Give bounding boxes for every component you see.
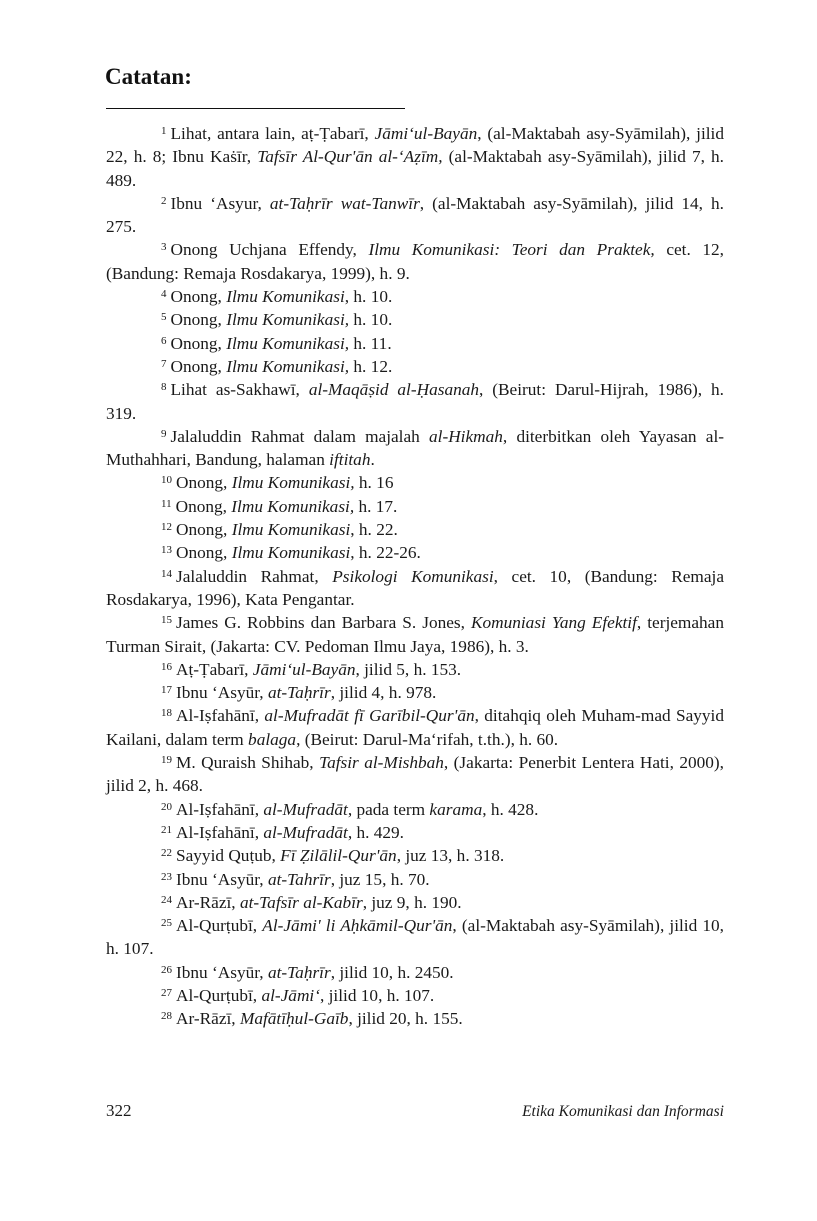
footnote-title: Tafsir al-Mishbah [319,753,444,773]
footnote-text: Aṭ-Ṭabarī, [176,659,253,679]
footnote-title: at-Taḥrīr [267,962,331,982]
footnote-title: Jāmi‘ul-Bayān [252,659,356,679]
footnote-text: Ibnu ‘Asyūr, [176,869,268,889]
footnote-text: , jilid 10, h. 107. [319,985,435,1005]
footnote-text: Sayyid Quṭub, [176,846,281,866]
footnote-number: 15 [161,614,172,627]
footnote-text: , ditahqiq oleh Muham-mad Sayyid Kailani, dalam term [106,706,724,749]
footnote-text: , h. 22. [350,520,398,540]
footnote-title: at-Tahrīr [267,869,331,889]
footnote-item [106,378,724,425]
footnote-title: Komuniasi Yang Efektif [470,613,637,633]
footnote-title: karama [429,799,483,819]
footnote-text: Ibnu ‘Asyūr, [176,683,268,703]
footnote-text: , h. 22-26. [350,543,421,563]
footnote-number: 9 [161,427,167,440]
running-title: Etika Komunikasi dan Informasi [522,1103,724,1120]
footnote-text: , (al-Maktabah asy-Syāmilah), jilid 14, h. 275. [106,193,724,237]
footnote-text: h. 10. [349,310,393,330]
footnote-title: Psikologi Komunikasi [332,566,494,586]
footnote-text: Ibnu ‘Asyūr, [176,962,268,982]
footnote-title: Tafsīr Al-Qur'ān al-‘Aẓīm, [257,147,443,167]
footnote-item [106,425,724,472]
footnote-text: Jalaluddin Rahmat, [176,566,333,586]
footnote-number: 12 [161,521,172,534]
footnote-title: Al-Jāmi' li Aḥkāmil-Qur'ān [262,916,453,936]
footnote-number: 11 [161,497,172,510]
footnote-text: , jilid 5, h. 153. [355,659,462,679]
footnote-text: Onong, [176,520,232,540]
footnote-number: 14 [161,567,172,580]
footnote-title: al-Maqāṣid al-Ḥasanah [308,380,480,400]
footnote-item [106,611,724,658]
footnote-item [106,821,724,844]
footnote-number: 19 [161,754,172,767]
footnote-title: Ilmu Komunikasi [231,543,351,563]
footnote-title: Ilmu Komunikasi [226,287,345,307]
footnote-text: , cet. 10, (Bandung: Remaja Rosdakarya, 1996), Kata Pengantar. [106,566,724,609]
footnote-text: h. 16 [354,473,394,493]
footnote-item [106,285,724,308]
footnote-text: M. Quraish Shihab, [176,753,320,773]
footnote-number: 21 [161,823,172,836]
footnote-item [106,868,724,891]
footnote-title: al-Hikmah [429,426,503,446]
footnote-text: James G. Robbins dan Barbara S. Jones, [176,613,471,633]
footnote-title: balaga [248,729,297,749]
footnote-title: Ilmu Komunikasi, [226,310,350,330]
footnote-number: 22 [161,847,172,860]
footnote-text: , h. 429. [347,822,404,842]
footnote-text: Onong, [170,333,227,353]
footnote-text: , h. 428. [482,799,539,819]
footnote-number: 24 [161,893,172,906]
footnote-text: , juz 15, h. 70. [330,869,430,889]
footnote-item [106,565,724,612]
footnote-item [106,751,724,798]
footnote-text: , juz 9, h. 190. [362,892,462,912]
footnote-text: Onong, [176,543,232,563]
footnote-number: 16 [161,660,172,673]
footnote-item [106,471,724,494]
footnote-title: Jāmi‘ul-Bayān [374,124,478,143]
footnote-text: , h. 10. [344,287,393,307]
footnote-item [106,984,724,1007]
footnote-title: Fī Ẓilālil-Qur'ān [280,846,397,866]
footnote-title: Ilmu Komunikasi, [231,473,355,493]
footnote-text: , (al-Maktabah asy-Syāmilah), jilid 10, h. 107. [106,916,724,959]
footnote-item [106,332,724,355]
footnote-number: 18 [161,707,172,720]
footnote-text: , (al-Maktabah asy-Syāmilah), jilid 22, h. 8; Ibnu Kaṡīr, [106,124,724,167]
footnote-text: Al-Iṣfahānī, [176,822,264,842]
footnote-text: Onong Uchjana Effendy, [170,240,369,260]
footnote-text: , (Beirut: Darul-Ma‘rifah, t.th.), h. 60. [296,729,559,749]
footnote-title: Mafātīḥul-Gaīb [239,1009,349,1029]
footnote-number: 2 [161,194,167,207]
footnote-number: 28 [161,1010,172,1023]
footnote-title: at-Tafsīr al-Kabīr [239,892,363,912]
footnote-text: Lihat, antara lain, aṭ-Ṭabarī, [170,124,375,143]
footnote-item [106,122,724,192]
footnote-item [106,681,724,704]
footnote-item [106,1007,724,1030]
footnote-text: , jilid 10, h. 2450. [330,962,454,982]
footnote-number: 27 [161,986,172,999]
footnote-text: , juz 13, h. 318. [396,846,505,866]
footnote-text: Ibnu ‘Asyur, [170,193,270,213]
footnote-number: 7 [161,357,167,370]
footnote-text: h. 17. [354,496,398,516]
footnote-text: Al-Iṣfahānī, [176,799,264,819]
footnote-title: al-Mufradāt [263,799,348,819]
footnote-text: , jilid 4, h. 978. [330,683,437,703]
footnote-item [106,961,724,984]
footnote-item [106,518,724,541]
footnote-text: Al-Qurṭubī, [176,985,262,1005]
footnote-title: al-Mufradāt fī Garībil-Qur'ān [264,706,475,726]
footnote-text: h. 11. [349,333,392,353]
footnote-text: cet. 12, (Bandung: Remaja Rosdakarya, 1999), h. 9. [106,240,724,283]
footnote-title: Ilmu Komunikasi, [226,356,350,376]
footnote-text: (al-Maktabah asy-Syāmilah), jilid 7, h. 489. [106,147,725,190]
footnote-number: 26 [161,963,172,976]
footnote-item [106,238,724,285]
footnote-text: , jilid 20, h. 155. [348,1009,463,1029]
footnote-number: 10 [161,474,172,487]
footnote-text: Onong, [170,287,227,307]
page-number: 322 [106,1101,132,1120]
footnote-number: 23 [161,870,172,883]
page-footer [106,1101,724,1125]
footnote-item [106,798,724,821]
footnote-item [106,192,724,239]
footnote-text: Ar-Rāzī, [176,1009,240,1029]
footnote-number: 17 [161,684,172,697]
footnote-text: Al-Iṣfahānī, [176,706,265,726]
footnote-title: Ilmu Komunikasi [231,520,351,540]
footnote-number: 8 [161,381,167,394]
footnote-number: 1 [161,125,167,137]
heading-divider [106,108,405,109]
footnote-number: 20 [161,800,172,813]
footnote-title: Ilmu Komunikasi: Teori dan Praktek, [368,240,655,260]
footnote-number: 25 [161,917,172,930]
footnote-item [106,844,724,867]
footnote-title: iftitah [329,450,371,470]
footnote-text: Onong, [170,310,227,330]
section-heading: Catatan: [105,64,192,89]
footnote-text: Onong, [176,473,232,493]
footnote-list [106,122,724,1031]
footnote-number: 5 [161,311,167,324]
footnote-text: Onong, [175,496,232,516]
footnote-title: Ilmu Komunikasi, [231,496,355,516]
footnote-text: , (Jakarta: Penerbit Lentera Hati, 2000), jilid 2, h. 468. [106,753,724,796]
footnote-text: , pada term [347,799,430,819]
footnote-text: , diterbitkan oleh Yayasan al-Muthahhari, Bandung, halaman [106,426,724,470]
footnote-text: Lihat as-Sakhawī, [170,380,309,400]
footnote-item [106,308,724,331]
footnote-text: Jalaluddin Rahmat dalam majalah [170,426,429,446]
footnote-item [106,495,724,518]
footnote-text: h. 12. [349,356,393,376]
footnote-text: Al-Qurṭubī, [176,916,263,936]
footnote-title: at-Taḥrīr wat-Tanwīr [269,193,420,213]
footnote-text: , (Beirut: Darul-Hijrah, 1986), h. 319. [106,380,724,423]
footnote-title: al-Jāmi‘ [261,985,320,1005]
footnote-item [106,704,724,751]
footnote-title: al-Mufradāt [263,822,348,842]
footnote-item [106,914,724,961]
footnote-item [106,658,724,681]
footnote-number: 4 [161,288,167,301]
footnote-number: 6 [161,334,167,347]
footnote-number: 3 [161,241,167,254]
footnote-text: Onong, [170,356,227,376]
footnote-text: , terjemahan Turman Sirait, (Jakarta: CV. Pedoman Ilmu Jaya, 1986), h. 3. [106,613,724,656]
footnote-title: Ilmu Komunikasi, [226,333,350,353]
footnote-text: . [370,450,375,470]
footnote-item [106,355,724,378]
footnote-title: at-Taḥrīr [267,683,331,703]
footnote-text: Ar-Rāzī, [176,892,240,912]
footnote-number: 13 [161,544,172,557]
footnote-item [106,541,724,564]
footnote-item [106,891,724,914]
